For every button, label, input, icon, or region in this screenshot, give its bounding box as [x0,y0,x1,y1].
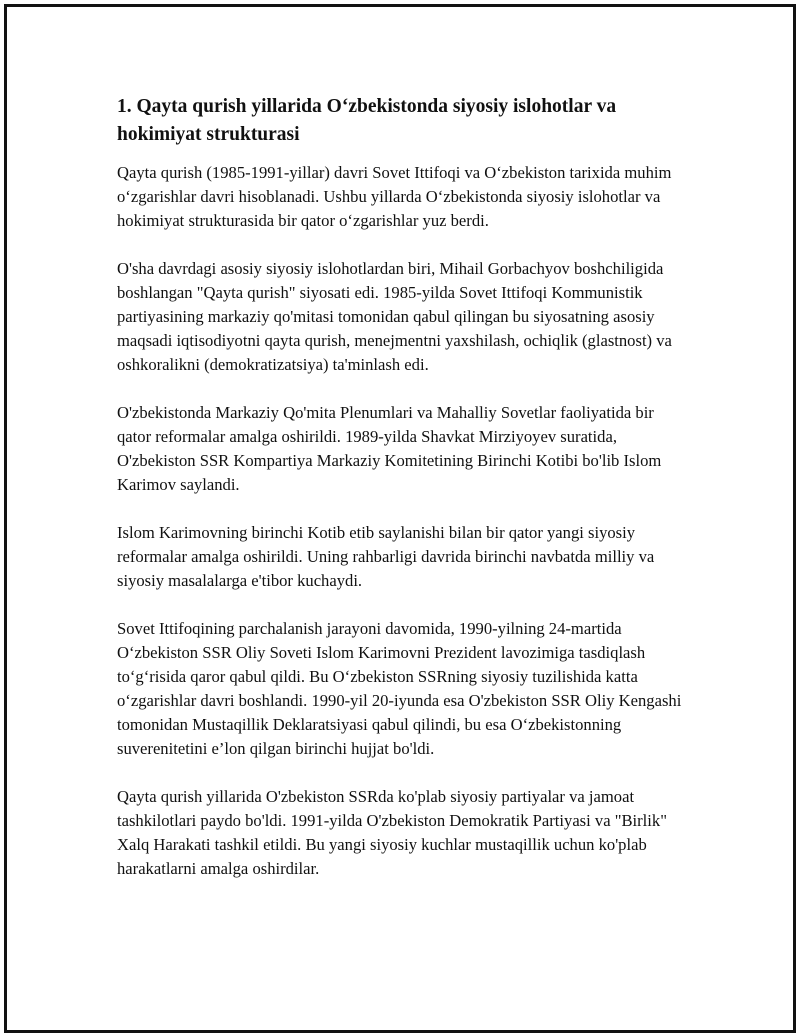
document-body [117,93,682,905]
section-heading: 1. Qayta qurish yillarida O‘zbekistonda siyosiy islohotlar va hokimiyat strukturasi [117,96,617,145]
paragraph-6: Qayta qurish yillarida O'zbekiston SSRda ko'plab siyosiy partiyalar va jamoat tashkilotlari paydo bo'ldi. 1991-yilda O'zbekiston Demokratik Partiyasi va "Birlik" Xalq Harakati tashkil etildi. Bu yangi siyosiy kuchlar mustaqillik uchun ko'plab harakatlarni amalga oshirdilar. [117,787,667,878]
paragraph-2: O'sha davrdagi asosiy siyosiy islohotlardan biri, Mihail Gorbachyov boshchiligida boshlangan "Qayta qurish" siyosati edi. 1985-yilda Sovet Ittifoqi Kommunistik partiyasining markaziy qo'mitasi tomonidan qabul qilingan bu siyosatning asosiy maqsadi iqtisodiyotni qayta qurish, menejmentni yaxshilash, ochiqlik (glastnost) va oshkoralikni (demokratizatsiya) ta'minlash edi. [117,259,672,374]
paragraph-4: Islom Karimovning birinchi Kotib etib saylanishi bilan bir qator yangi siyosiy reformalar amalga oshirildi. Uning rahbarligi davrida birinchi navbatda milliy va siyosiy masalalarga e'tibor kuchaydi. [117,523,655,590]
paragraph-5: Sovet Ittifoqining parchalanish jarayoni davomida, 1990-yilning 24-martida O‘zbekiston SSR Oliy Soveti Islom Karimovni Prezident lavozimiga tasdiqlash to‘g‘risida qaror qabul qildi. Bu O‘zbekiston SSRning siyosiy tuzilishida katta o‘zgarishlar davri boshlandi. 1990-yil 20-iyunda esa O'zbekiston SSR Oliy Kengashi tomonidan Mustaqillik Deklaratsiyasi qabul qilindi, bu esa O‘zbekistonning suverenitetini e’lon qilgan birinchi hujjat bo'ldi. [117,619,682,758]
paragraph-1: Qayta qurish (1985-1991-yillar) davri Sovet Ittifoqi va O‘zbekiston tarixida muhim o‘zgarishlar davri hisoblanadi. Ushbu yillarda O‘zbekistonda siyosiy islohotlar va hokimiyat strukturasida bir qator o‘zgarishlar yuz berdi. [117,163,672,230]
paragraph-3: O'zbekistonda Markaziy Qo'mita Plenumlari va Mahalliy Sovetlar faoliyatida bir qator reformalar amalga oshirildi. 1989-yilda Shavkat Mirziyoyev suratida, O'zbekiston SSR Kompartiya Markaziy Komitetining Birinchi Kotibi bo'lib Islom Karimov saylandi. [117,403,662,494]
